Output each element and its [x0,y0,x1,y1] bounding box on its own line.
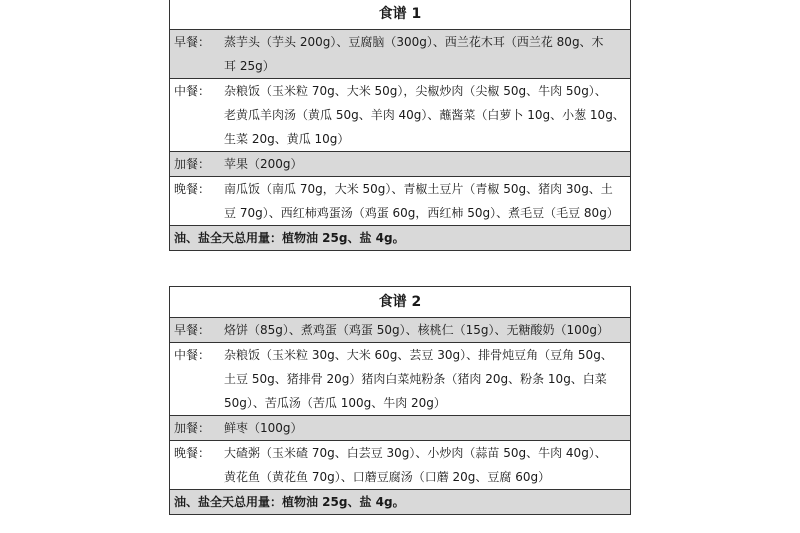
meal-label: 加餐： [174,421,211,435]
menu-table-2 [169,286,631,515]
table-row-breakfast [170,318,630,343]
meal-label: 中餐： [174,84,211,98]
table-row-breakfast [170,30,630,79]
table-row-snack [170,152,630,177]
menu-table-1 [169,0,631,251]
table-row-dinner [170,441,630,490]
meal-content: 苹果（200g） [224,157,303,171]
meal-label: 早餐： [174,323,211,337]
meal-content: 南瓜饭（南瓜 70g，大米 50g）、青椒土豆片（青椒 50g、猪肉 30g、土 豆 70g）、西红柿鸡蛋汤（鸡蛋 60g，西红柿 50g）、煮毛豆（毛豆 80g） [224,182,619,220]
meal-label: 晚餐： [174,182,211,196]
meal-content: 杂粮饭（玉米粒 70g、大米 50g），尖椒炒肉（尖椒 50g、牛肉 50g）、 老黄瓜羊肉汤（黄瓜 50g、羊肉 40g）、蘸酱菜（白萝卜 10g、小葱 10g、 生菜 20g、黄瓜 10g） [224,84,625,146]
menu-title: 食谱 2 [170,287,630,318]
meal-label: 晚餐： [174,446,211,460]
meal-content: 蒸芋头（芋头 200g）、豆腐脑（300g）、西兰花木耳（西兰花 80g、木 耳 25g） [224,35,604,73]
meal-label: 加餐： [174,157,211,171]
table-row-summary: 油、盐全天总用量：植物油 25g、盐 4g。 [170,226,630,250]
table-row-lunch [170,343,630,416]
meal-content: 鲜枣（100g） [224,421,303,435]
meal-content: 杂粮饭（玉米粒 30g、大米 60g、芸豆 30g）、排骨炖豆角（豆角 50g、 土豆 50g、猪排骨 20g）猪肉白菜炖粉条（猪肉 20g、粉条 10g、白菜 50g）、苦瓜汤（苦瓜 100g、牛肉 20g） [224,348,613,410]
table-row-dinner [170,177,630,226]
meal-label: 中餐： [174,348,211,362]
meal-label: 早餐： [174,35,211,49]
menu-title: 食谱 1 [170,0,630,30]
meal-content: 烙饼（85g）、煮鸡蛋（鸡蛋 50g）、核桃仁（15g）、无糖酸奶（100g） [224,323,609,337]
table-row-summary: 油、盐全天总用量：植物油 25g、盐 4g。 [170,490,630,514]
table-row-snack [170,416,630,441]
table-row-lunch [170,79,630,152]
meal-content: 大碴粥（玉米碴 70g、白芸豆 30g）、小炒肉（蒜苗 50g、牛肉 40g）、 黄花鱼（黄花鱼 70g）、口蘑豆腐汤（口蘑 20g、豆腐 60g） [224,446,607,484]
